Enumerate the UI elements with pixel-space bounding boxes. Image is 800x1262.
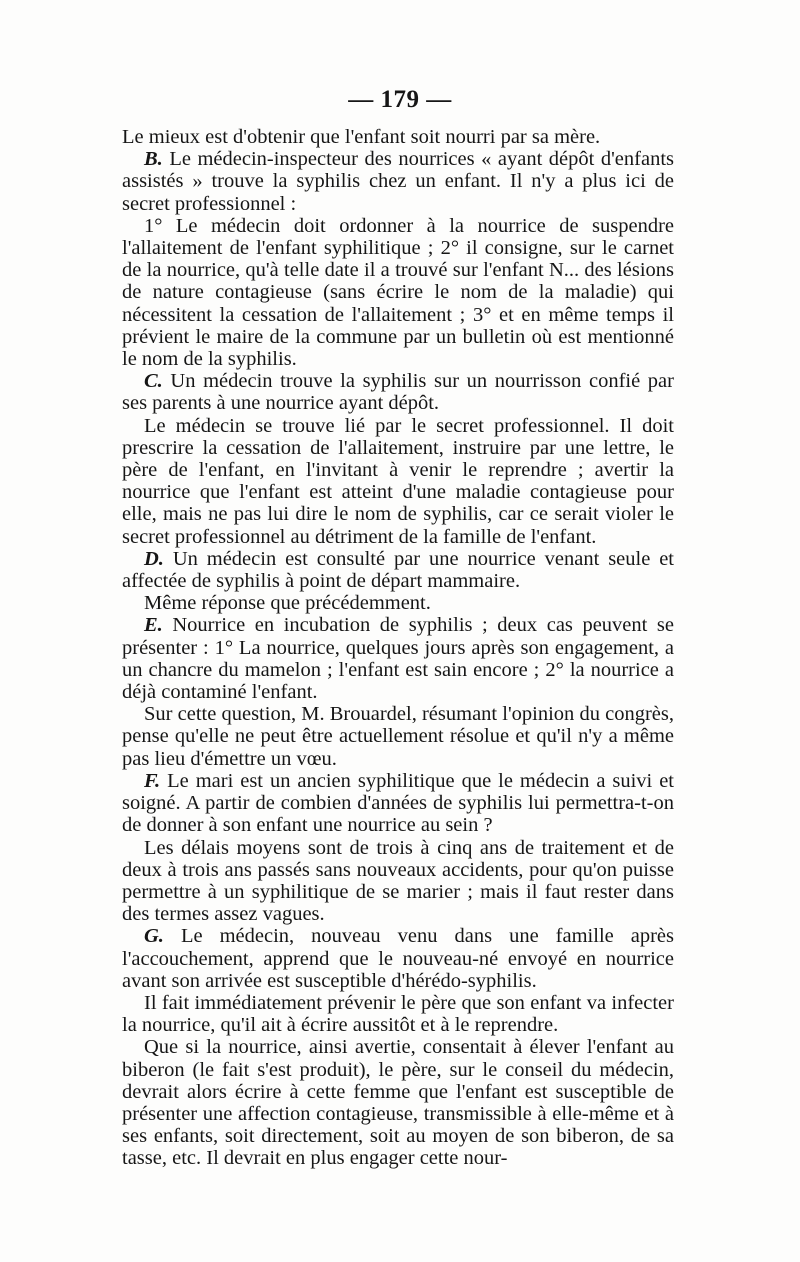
paragraph [122,148,674,215]
page-number-header: — 179 — [348,86,452,113]
section-marker: G. [144,925,164,948]
paragraph [122,703,674,770]
page-body [122,126,674,1170]
paragraph-text: Le médecin, nouveau venu dans une famille après l'accouchement, apprend que le nouveau-né envoyé en nourrice avant son arrivée est susceptible d'hérédo-syphilis. [122,925,674,992]
paragraph [122,370,674,414]
paragraph-text: Un médecin est consulté par une nourrice venant seule et affectée de syphilis à point de départ mammaire. [122,547,674,593]
section-marker: E. [144,614,163,637]
paragraph [122,837,674,926]
paragraph-text: Les délais moyens sont de trois à cinq ans de traitement et de deux à trois ans passés sans nouveaux accidents, pour qu'on puisse permettre à un syphilitique de se marier ; mais il faut rester dans des termes assez vagues. [122,836,674,926]
paragraph-text: Sur cette question, M. Brouardel, résumant l'opinion du congrès, pense qu'elle ne peut être actuellement résolue et qu'il n'y a même pas lieu d'émettre un vœu. [122,703,674,770]
paragraph-text: Le médecin se trouve lié par le secret professionnel. Il doit prescrire la cessation de l'allaitement, instruire par une lettre, le père de l'enfant, en l'invitant à venir le reprendre ; avertir la nourrice que l'enfant est atteint d'une maladie contagieuse pour elle, mais ne pas lui dire le nom de syphilis, car ce serait violer le secret professionnel au détriment de la famille de l'enfant. [122,414,674,548]
paragraph [122,215,674,370]
paragraph [122,1036,674,1169]
paragraph [122,992,674,1036]
paragraph-text: Le médecin-inspecteur des nourrices « ayant dépôt d'enfants assistés » trouve la syphilis chez un enfant. Il n'y a plus ici de secret professionnel : [122,148,674,215]
paragraph [122,925,674,992]
paragraph-text: Même réponse que précédemment. [144,592,431,615]
paragraph [122,592,674,614]
paragraph-text: Nourrice en incubation de syphilis ; deux cas peuvent se présenter : 1° La nourrice, quelques jours après son engagement, a un chancre du mamelon ; l'enfant est sain encore ; 2° la nourrice a déjà contaminé l'enfant. [122,614,674,704]
paragraph [122,415,674,548]
paragraph-text: Un médecin trouve la syphilis sur un nourrisson confié par ses parents à une nourrice ayant dépôt. [122,370,674,415]
section-marker: C. [144,370,163,393]
paragraph [122,548,674,592]
paragraph [122,614,674,703]
section-marker: D. [144,547,164,570]
paragraph [122,770,674,837]
section-marker: B. [144,148,163,171]
paragraph-text: Il fait immédiatement prévenir le père que son enfant va infecter la nourrice, qu'il ait à écrire aussitôt et à le reprendre. [122,991,674,1037]
paragraph-text: Que si la nourrice, ainsi avertie, consentait à élever l'enfant au biberon (le fait s'est produit), le père, sur le conseil du médecin, devrait alors écrire à cette femme que l'enfant est susceptible de présenter une affection contagieuse, transmissible à elle-même et à ses enfants, soit directement, soit au moyen de son biberon, de sa tasse, etc. Il devrait en plus engager cette nour- [122,1036,674,1170]
paragraph-text: 1° Le médecin doit ordonner à la nourrice de suspendre l'allaitement de l'enfant syphilitique ; 2° il consigne, sur le carnet de la nourrice, qu'à telle date il a trouvé sur l'enfant N... des lésions de nature contagieuse (sans écrire le nom de la maladie) qui nécessitent la cessation de l'allaitement ; 3° et en même temps il prévient le maire de la commune par un bulletin où est mentionné le nom de la syphilis. [122,214,674,371]
paragraph-text: Le mieux est d'obtenir que l'enfant soit nourri par sa mère. [122,126,601,148]
paragraph-text: Le mari est un ancien syphilitique que le médecin a suivi et soigné. A partir de combien d'années de syphilis lui permettra-t-on de donner à son enfant une nourrice au sein ? [122,769,674,837]
paragraph [122,126,674,148]
section-marker: F. [144,769,161,792]
